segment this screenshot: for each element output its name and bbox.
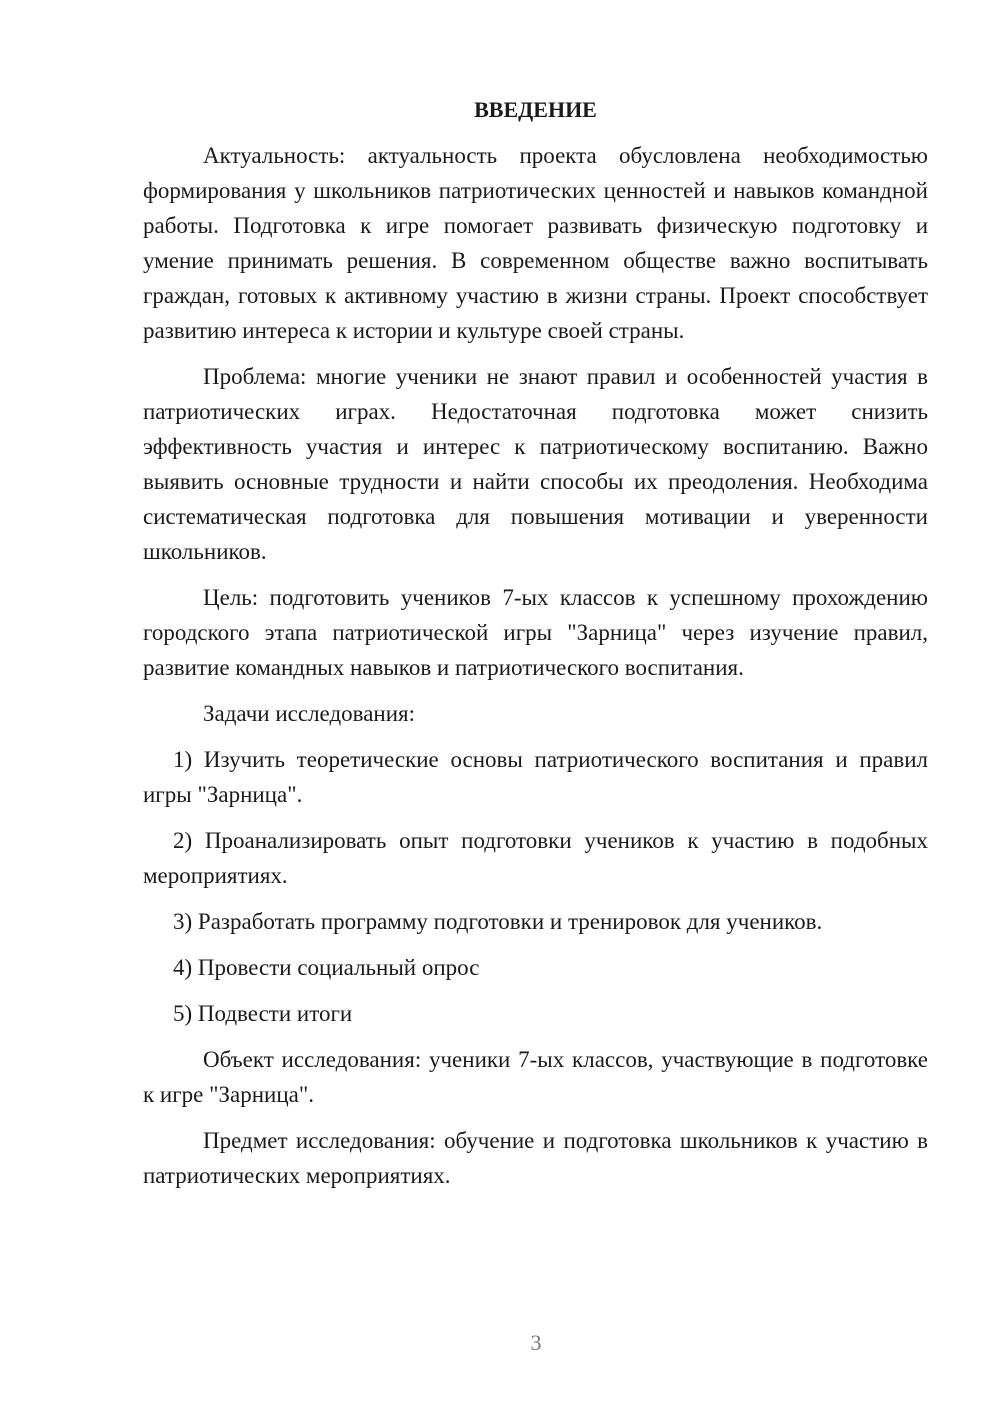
task-item-1: 1) Изучить теоретические основы патриотического воспитания и правил игры "Зарница". — [143, 747, 928, 807]
page-number: 3 — [530, 1330, 542, 1355]
task-item-5: 5) Подвести итоги — [173, 1001, 353, 1026]
section-title: ВВЕДЕНИЕ — [474, 97, 597, 122]
object-paragraph: Объект исследования: ученики 7-ых классов, участвующие в подготовке к игре "Зарница". — [143, 1047, 928, 1107]
task-item-2: 2) Проанализировать опыт подготовки учеников к участию в подобных мероприятиях. — [143, 828, 928, 888]
subject-paragraph: Предмет исследования: обучение и подготовка школьников к участию в патриотических мероприятиях. — [143, 1128, 928, 1188]
task-item-3: 3) Разработать программу подготовки и тренировок для учеников. — [173, 909, 823, 934]
tasks-heading: Задачи исследования: — [203, 701, 416, 726]
task-item-4: 4) Провести социальный опрос — [173, 955, 480, 980]
page-content — [143, 92, 928, 1204]
problem-paragraph: Проблема: многие ученики не знают правил и особенностей участия в патриотических играх. Недостаточная подготовка может снизить эффективность участия и интерес к патриотическому воспитанию. Важно выявить основные трудности и найти способы их преодоления. Необходима систематическая подготовка для повышения мотивации и уверенности школьников. — [143, 364, 928, 564]
goal-paragraph: Цель: подготовить учеников 7-ых классов к успешному прохождению городского этапа патриотической игры "Зарница" через изучение правил, развитие командных навыков и патриотического воспитания. — [143, 585, 928, 680]
relevance-paragraph: Актуальность: актуальность проекта обусловлена необходимостью формирования у школьников патриотических ценностей и навыков командной работы. Подготовка к игре помогает развивать физическую подготовку и умение принимать решения. В современном обществе важно воспитывать граждан, готовых к активному участию в жизни страны. Проект способствует развитию интереса к истории и культуре своей страны. — [143, 143, 928, 343]
